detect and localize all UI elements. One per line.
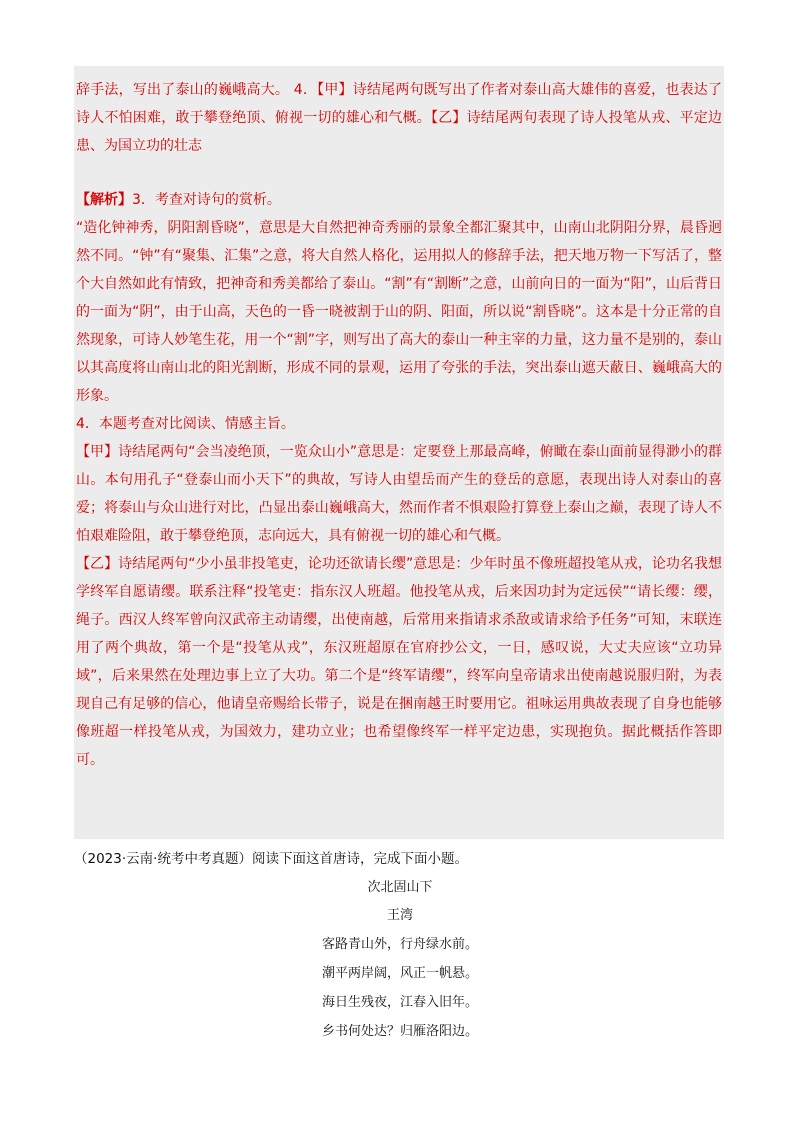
analysis-heading <box>76 186 722 214</box>
answer-paragraph: 辞手法，写出了泰山的巍峨高大。 4．【甲】诗结尾两句既写出了作者对泰山高大雄伟的喜爱，也表达了诗人不怕困难，敢于攀登绝顶、俯视一切的雄心和气概。【乙】诗结尾两句表现了诗人投笔从戎、平定边患、为国立功的壮志 <box>76 82 722 154</box>
analysis-paragraph-3: “造化钟神秀，阴阳割昏晓”，意思是大自然把神奇秀丽的景象全都汇聚其中，山南山北阴阳分界，晨昏迥然不同。“钟”有“聚集、汇集”之意，将大自然人格化，运用拟人的修辞手法，把天地万物一下写活了，整个大自然如此有情致，把神奇和秀美都给了泰山。“割”有“割断”之意，山前向日的一面为“阳”，山后背日的一面为“阴”，由于山高，天色的一昏一晓被割于山的阴、阳面，所以说“割昏晓”。这本是十分正常的自然现象，可诗人妙笔生花，用一个“割”字，则写出了高大的泰山一种主宰的力量，这力量不是别的，泰山以其高度将山南山北的阳光割断，形成不同的景观，运用了夸张的手法，突出泰山遮天蔽日、巍峨高大的形象。 <box>76 220 722 404</box>
analysis-label: 【解析】 <box>76 192 132 208</box>
analysis-paragraph-jia: 【甲】诗结尾两句“会当凌绝顶，一览众山小”意思是：定要登上那最高峰，俯瞰在泰山面前显得渺小的群山。本句用孔子“登泰山而小天下”的典故，写诗人由望岳而产生的登岳的意愿，表现出诗人对泰山的喜爱；将泰山与众山进行对比，凸显出泰山巍峨高大，然而作者不惧艰险打算登上泰山之巅，表现了诗人不怕艰难险阻，敢于攀登绝顶，志向远大，具有俯视一切的雄心和气概。 <box>76 444 722 544</box>
analysis-item-3: 3．考查对诗句的赏析。 <box>132 192 281 208</box>
poem-line: 客路青山外，行舟绿水前。 <box>321 937 478 952</box>
analysis-item-4: 4．本题考查对比阅读、情感主旨。 <box>76 416 295 432</box>
poem-line: 潮平两岸阔，风正一帆悬。 <box>321 966 478 981</box>
poem-line: 海日生残夜，江春入旧年。 <box>321 995 478 1010</box>
analysis-paragraph-yi: 【乙】诗结尾两句“少小虽非投笔吏，论功还欲请长缨”意思是：少年时虽不像班超投笔从戎，论功名我想学终军自愿请缨。联系注释“投笔吏：指东汉人班超。他投笔从戎，后来因功封为定远侯”“请长缨：缨，绳子。西汉人终军曾向汉武帝主动请缨，出使南越，后常用来指请求杀敌或请求给予任务”可知，末联连用了两个典故，第一个是“投笔从戎”，东汉班超原在官府抄公文，一日，感叹说，大丈夫应该“立功异域”，后来果然在处理边事上立了大功。第二个是“终军请缨”，终军向皇帝请求出使南越说服归附，为表现自己有足够的信心，他请皇帝赐给长带子，说是在捆南越王时要用它。祖咏运用典故表现了自身也能够像班超一样投笔从戎，为国效力，建功立业；也希望像终军一样平定边患，实现抱负。据此概括作答即可。 <box>76 556 722 768</box>
poem-title: 次北固山下 <box>367 880 433 895</box>
poem-line: 乡书何处达？归雁洛阳边。 <box>321 1024 478 1039</box>
question-intro: （2023·云南·统考中考真题）阅读下面这首唐诗，完成下面小题。 <box>74 851 468 867</box>
paragraph-gap <box>76 160 722 186</box>
answer-analysis-block <box>74 66 724 839</box>
poem-author: 王湾 <box>386 908 413 923</box>
